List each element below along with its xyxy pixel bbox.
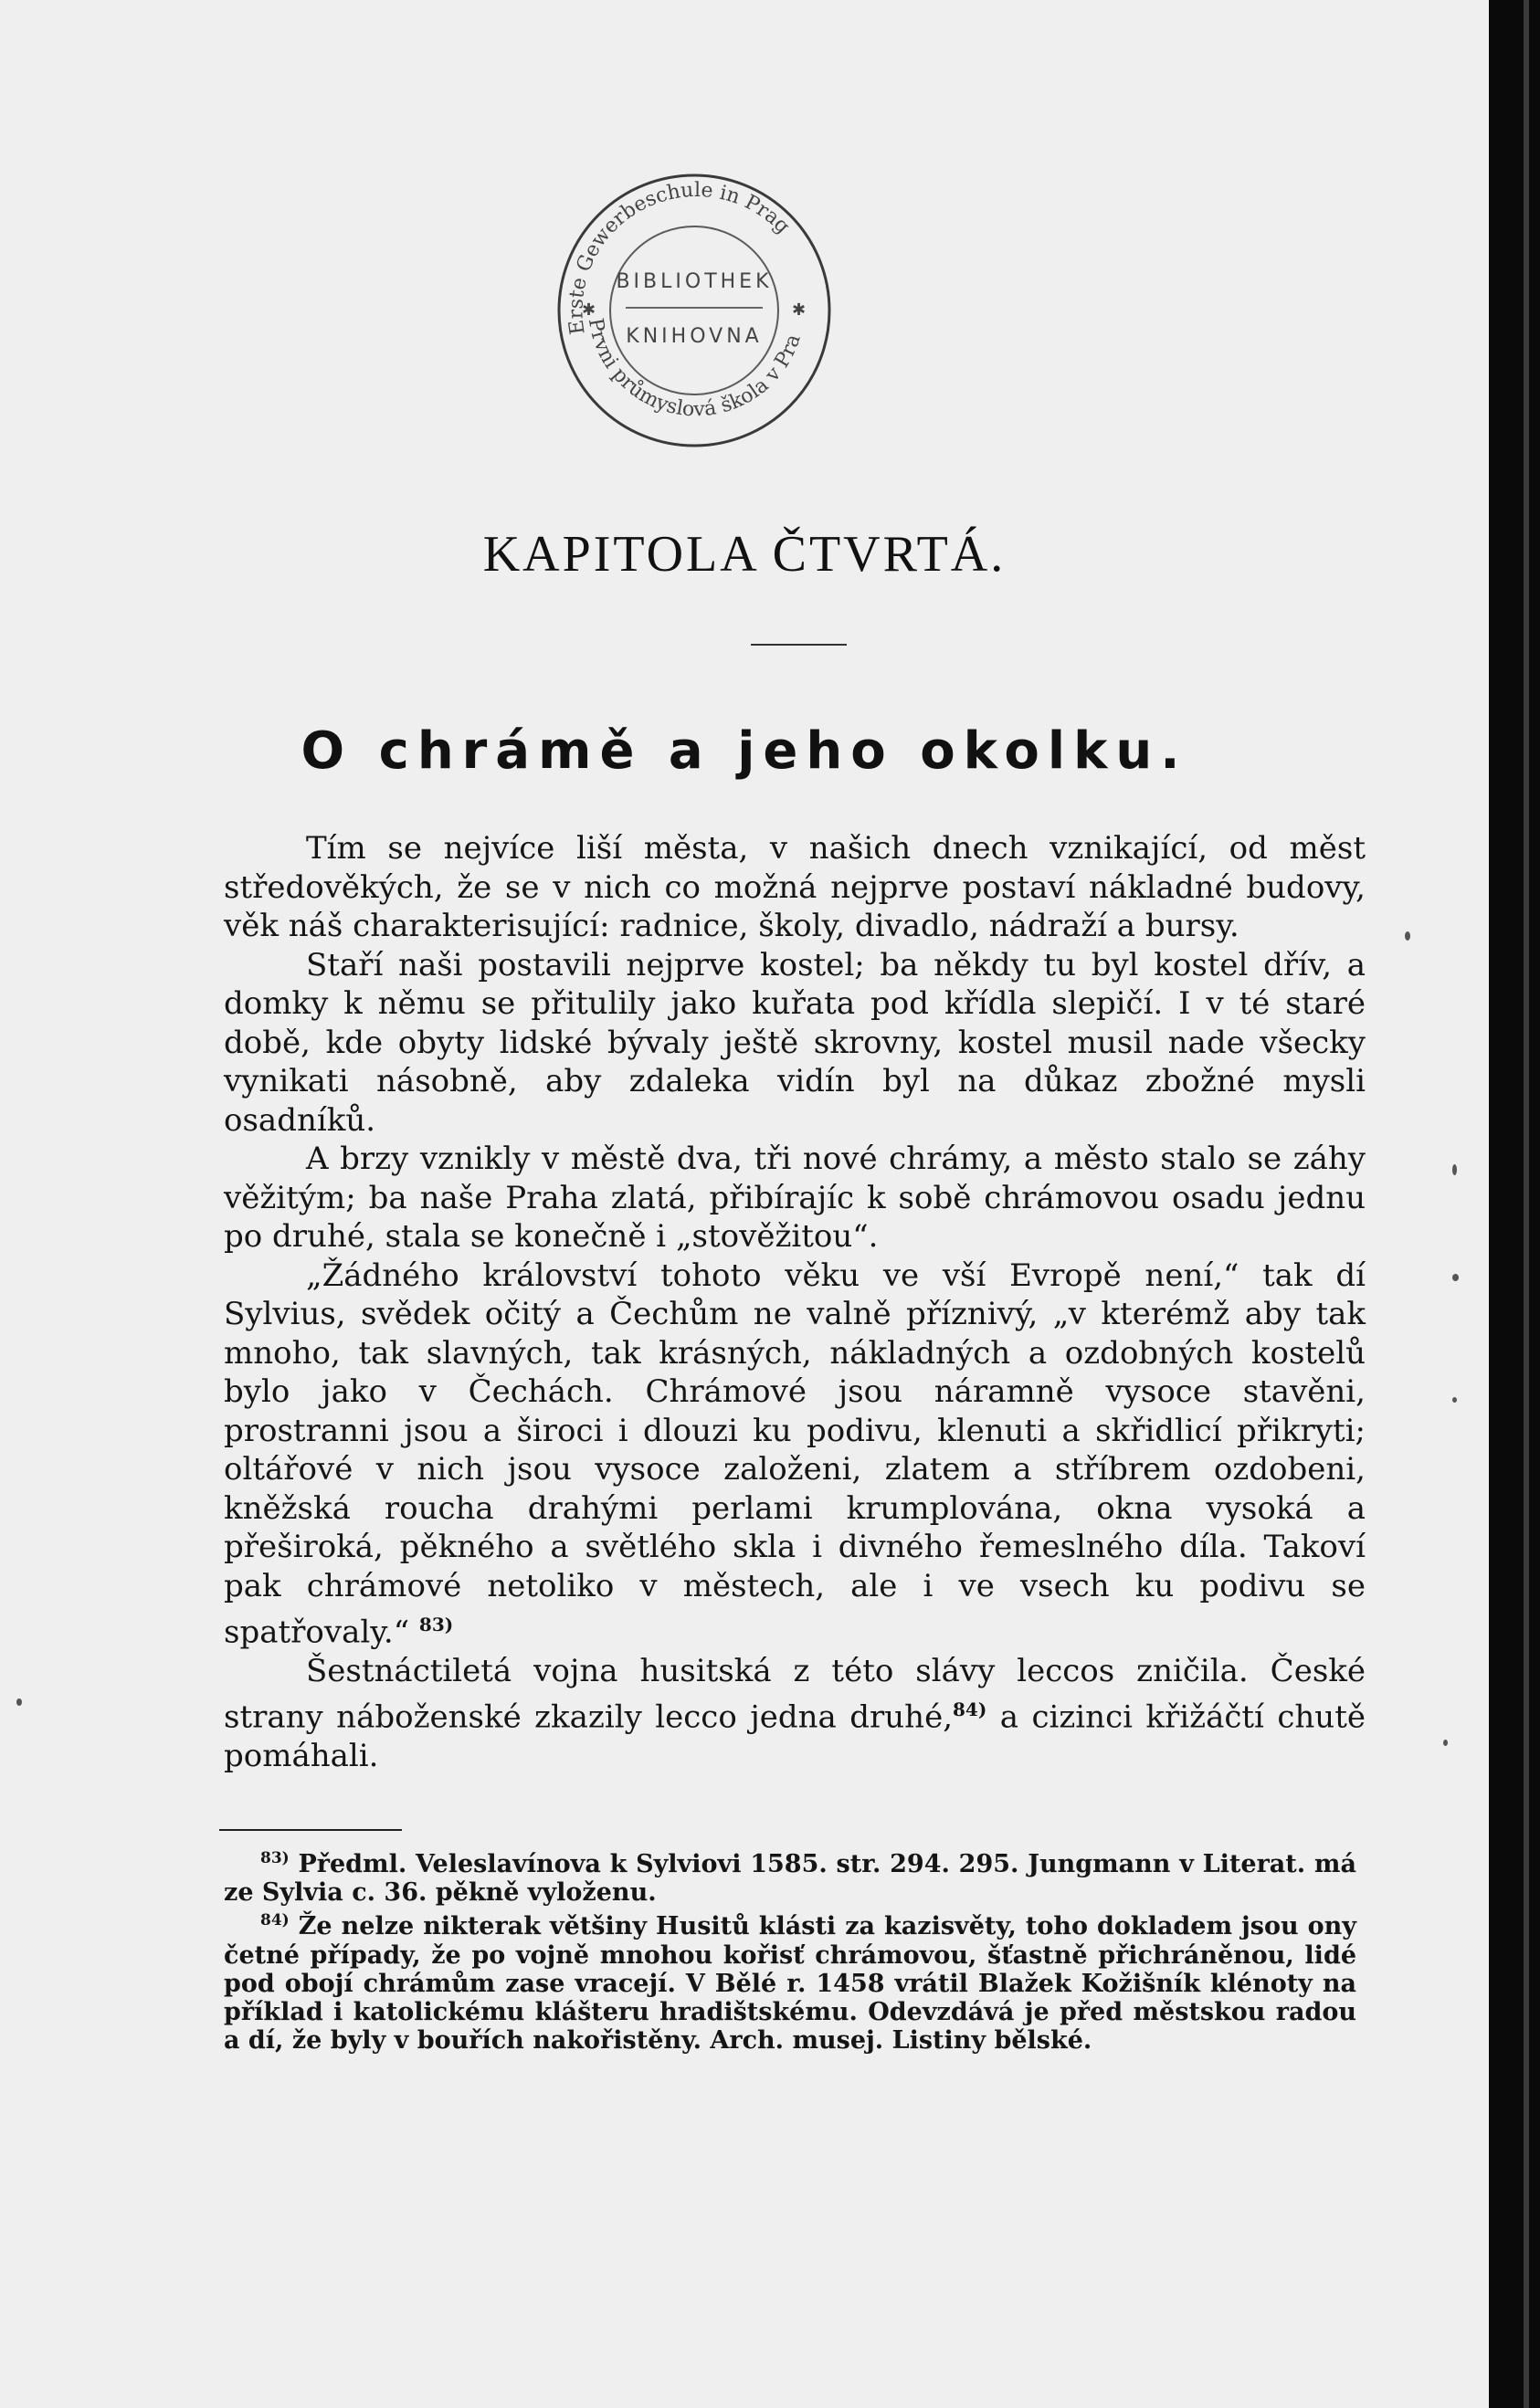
paragraph: A brzy vznikly v městě dva, tři nové chrámy, a město stalo se záhy věžitým; ba naše Praha zlatá, přibírajíc k sobě chrámovou osadu jednu po druhé, stala se konečně i „stověžitou“. [224, 1141, 1366, 1255]
footnote-ref: 83) [418, 1614, 454, 1635]
svg-text:✱: ✱ [582, 300, 596, 320]
section-heading: O chrámě a jeho okolku. [301, 721, 1188, 781]
main-text [224, 829, 1366, 1776]
margin-speck [1405, 931, 1410, 941]
title-divider [751, 644, 847, 646]
library-stamp [543, 160, 845, 461]
stamp-line-1: BIBLIOTHEK [616, 270, 773, 293]
margin-speck [1452, 1274, 1459, 1281]
paragraph: Staří naši postavili nejprve kostel; ba někdy tu byl kostel dřív, a domky k němu se přitulily jako kuřata pod křídla slepičí. I v té staré době, kde obyty lidské bývaly ještě skrovny, kostel musil nade všecky vynikati násobně, aby zdaleka vidín byl na důkaz zbožné mysli osadníků. [224, 946, 1366, 1139]
footnote-ref: 84) [953, 1698, 987, 1721]
svg-text:✱: ✱ [792, 300, 807, 320]
svg-text:Prvni průmyslová škola v Praze: Prvni průmyslová škola v Pra [583, 316, 806, 422]
margin-speck [1452, 1164, 1457, 1175]
paragraph: Tím se nejvíce liší města, v našich dnech vznikající, od měst středověkých, že se v nich co možná nejprve postaví nákladné budovy, věk náš charakterisující: radnice, školy, divadlo, nádraží a bursy. [224, 830, 1366, 944]
chapter-title: KAPITOLA ČTVRTÁ. [482, 526, 1007, 583]
footnotes [224, 1845, 1356, 2055]
margin-speck [16, 1698, 22, 1706]
scan-edge-line [1524, 0, 1529, 2408]
footnote-mark: 84) [260, 1911, 290, 1930]
footnote: $^{83)}$ Předml. Veleslavínova k Sylviovi 1585. str. 294. 295. Jungmann v Literat. má ze Sylvia c. 36. pěkně vyloženu. [224, 1849, 1356, 1908]
paragraph: Šestnáctiletá vojna husitská z této slávy leccos zničila. České strany náboženské zkazily lecco jedna druhé,$^{84)}$ a cizinci křižáčtí chutě pomáhali. [224, 1652, 1366, 1775]
stamp-seal-icon [543, 160, 845, 461]
footnote-mark: 83) [260, 1849, 290, 1867]
stamp-line-2: KNIHOVNA [626, 325, 763, 348]
svg-text:Erste Gewerbeschule in Prag: Erste Gewerbeschule in Prag [564, 178, 795, 336]
footnote: $^{84)}$ Že nelze nikterak většiny Husitů klásti za kazisvěty, toho dokladem jsou ony četné případy, že po vojně mnohou kořisť chrámovou, šťastně přichráněnou, lidé pod obojí chrámům zase vracejí. V Bělé r. 1458 vrátil Blažek Kožišník klénoty na příklad i katolickému klášteru hradištskému. Odevzdává je před městskou radou a dí, že byly v bouřích nakořistěny. Arch. musej. Listiny bělské. [224, 1911, 1356, 2056]
margin-speck [1452, 1397, 1457, 1403]
paragraph: „Žádného království tohoto věku ve vší Evropě není,“ tak dí Sylvius, svědek očitý a Čechům ne valně příznivý, „v kterémž aby tak mnoho, tak slavných, tak krásných, nákladných a ozdobných kostelů bylo jako v Čechách. Chrámové jsou náramně vysoce stavěni, prostranni jsou a široci i dlouzi ku podivu, klenuti a skřidlicí přikryti; oltářové v nich jsou vysoce založeni, zlatem a stříbrem ozdobeni, kněžská roucha drahými perlami krumplována, okna vysoká a přeširoká, pěkného a světlého skla i divného řemeslného díla. Takoví pak chrámové netoliko v městech, ale i ve vsech ku podivu se spatřovaly.“ $^{83)}$ [224, 1257, 1366, 1651]
margin-speck [1443, 1740, 1448, 1746]
footnote-divider [219, 1829, 402, 1831]
scan-edge [1489, 0, 1540, 2408]
